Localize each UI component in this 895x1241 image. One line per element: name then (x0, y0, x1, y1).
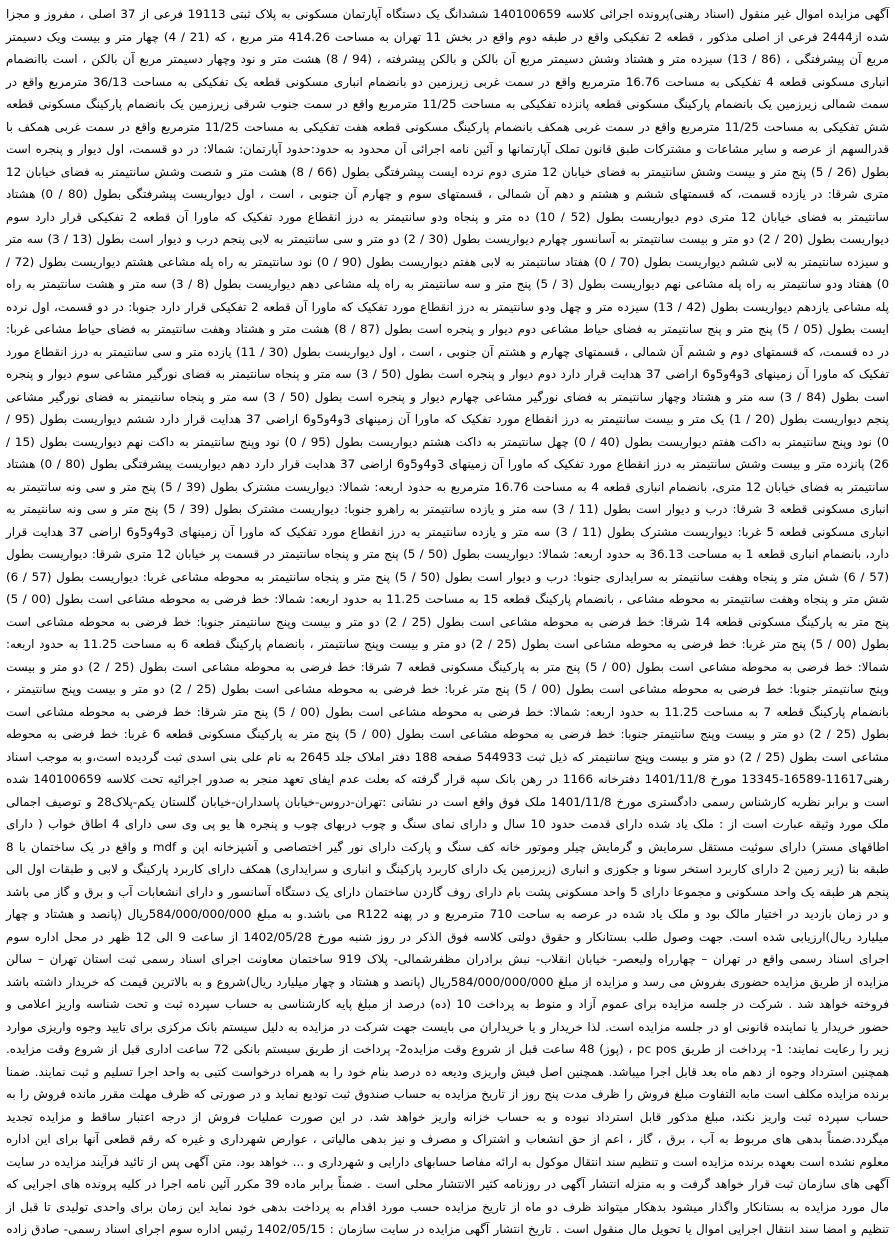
auction-notice-page (6, 3, 889, 1241)
auction-notice-text: آگهی مزایده اموال غیر منقول (اسناد رهنی)پرونده اجرائی کلاسه 140100659 ششدانگ یک دستگاه آپارتمان مسکونی به پلاک ثبتی 19113 فرعی از 37 اصلی ، مفروز و مجزا شده از2444 فرعی از اصلی مذکور ، قطعه 2 تفکیکی واقع در طبقه دوم واقع در بخش 11 تهران به مساحت 414.26 متر مربع ، که (21 / 4) چهار متر و بیست ویک دسیمتر مربع آن پیشرفتگی ، (86 / 13) سیزده متر و هشتاد وشش دسیمتر مربع آن بالکن و بالکن پیشرفته ، (94 / 8) هشت متر و نود وچهار دسیمتر مربع آن بالکن ، است باانضمام انباری مسکونی قطعه 4 تفکیکی به مساحت 16.76 مترمربع واقع در سمت غربی زیرزمین دو بانضمام انباری مسکونی قطعه یک تفکیکی به مساحت 36/13 مترمربع واقع در سمت شمالی زیرزمین یک بانضمام پارکینگ مسکونی قطعه پانزده تفکیکی به مساحت 11/25 مترمربع واقع در سمت جنوب شرقی زیرزمین یک بانضمام پارکینگ مسکونی قطعه شش تفکیکی به مساحت 11/25 مترمربع واقع در سمت غربی همکف بانضمام پارکینگ مسکونی قطعه هفت تفکیکی به مساحت 11/25 مترمربع واقع در سمت غربی همکف با قدرالسهم از عرصه و سایر مشاعات و مشترکات طبق قانون تملک آپارتمانها و آئین نامه اجرائی آن محدود به حدود:حدود آپارتمان: شمالا: در دو قسمت، اول دیوار و پنجره است بطول (26 / 5) پنج متر و بیست وشش سانتیمتر به فضای خیابان 12 متری دوم نرده ایست پیشرفتگی بطول (66 / 8) هشت متر و شصت وشش سانتیمتر به فضای خیابان 12 متری شرقا: در یازده قسمت، که قسمتهای ششم و هشتم و دهم آن شمالی ، قسمتهای سوم و چهارم آن جنوبی ، است ، اول دیواریست پیشرفتگی بطول (80 / 0) هشتاد سانتیمتر به فضای خیابان 12 متری دوم دیواریست بطول (52 / 10) ده متر و پنجاه ودو سانتیمتر به درز انقطاع مورد تفکیک که ماورا آن قطعه 2 تفکیکی قرار دارد سوم دیواریست بطول (20 / 2) دو متر و بیست سانتیمتر به آسانسور چهارم دیواریست بطول (30 / 2) دو متر و سی سانتیمتر به لابی پنجم درب و دیوار است بطول (13 / 3) سه متر و سیزده سانتیمتر به لابی ششم دیواریست بطول (70 / 0) هفتاد سانتیمتر به لابی هفتم دیواریست بطول (90 / 0) نود سانتیمتر به راه پله مشاعی هشتم دیواریست بطول (72 / 0) هفتاد ودو سانتیمتر به راه پله مشاعی نهم دیواریست بطول (3 / 5) پنج متر و سه سانتیمتر به راه پله مشاعی دهم دیواریست بطول (8 / 3) سه متر و هشت سانتیمتر به راه پله مشاعی یازدهم دیواریست بطول (42 / 13) سیزده متر و چهل ودو سانتیمتر به درز انقطاع مورد تفکیک که ماورا آن قطعه 2 تفکیکی قرار دارد جنوبا: در دو قسمت، اول نرده ایست بطول (05 / 5) پنج متر و پنج سانتیمتر به فضای حیاط مشاعی دوم دیوار و پنجره است بطول (87 / 8) هشت متر و هشتاد وهفت سانتیمتر به فضای حیاط مشاعی غربا: در ده قسمت، که قسمتهای دوم و ششم آن شمالی ، قسمتهای چهارم و هشتم آن جنوبی ، است ، اول دیواریست بطول (30 / 11) یازده متر و سی سانتیمتر به درز انقطاع مورد تفکیک که ماورا آن زمینهای 3و4و5و6 اراضی 37 هدایت قرار دارد دوم دیوار و پنجره است بطول (50 / 3) سه متر و پنجاه سانتیمتر به فضای نورگیر مشاعی سوم دیوار و پنجره است بطول (84 / 3) سه متر و هشتاد وچهار سانتیمتر به فضای نورگیر مشاعی چهارم دیوار و پنجره است بطول (50 / 3) سه متر و پنجاه سانتیمتر به فضای نورگیر مشاعی پنجم دیواریست بطول (20 / 1) یک متر و بیست سانتیمتر به درز انقطاع مورد تفکیک که ماورا آن زمینهای 3و4و5و6 اراضی 37 هدایت قرار دارد ششم دیواریست بطول (95 / 0) نود وپنج سانتیمتر به داکت هفتم دیواریست بطول (40 / 0) چهل سانتیمتر به داکت هشتم دیواریست بطول (95 / 0) نود وپنج سانتیمتر به داکت نهم دیواریست بطول (15 / 26) پانزده متر و بیست وشش سانتیمتر به درز انقطاع مورد تفکیک که ماورا آن زمینهای 3و4و5و6 اراضی 37 هدایت قرار دارد دهم دیواریست پیشرفتگی بطول (80 / 0) هشتاد سانتیمتر به فضای خیابان 12 متری، بانضمام انباری قطعه 4 به مساحت 16.76 مترمربع به حدود اربعه: شمالا: دیواریست مشترک بطول (39 / 5) پنج متر و سی ونه سانتیمتر به انباری مسکونی قطعه 3 شرقا: درب و دیوار است بطول (11 / 3) سه متر و یازده سانتیمتر به راهرو جنوبا: دیواریست مشترک بطول (39 / 5) پنج متر و سی ونه سانتیمتر به انباری مسکونی قطعه 5 غربا: دیواریست مشترک بطول (11 / 3) سه متر و یازده سانتیمتر به درز انقطاع مورد تفکیک که ماورا آن زمینهای 3و4و5و6 اراضی 37 هدایت قرار دارد، بانضمام انباری قطعه 1 به مساحت 36.13 به حدود اربعه: شمالا: دیواریست بطول (50 / 5) پنج متر و پنجاه سانتیمتر در قسمت پر خیابان 12 متری شرقا: دیواریست بطول (57 / 6) شش متر و پنجاه وهفت سانتیمتر به سرایداری جنوبا: درب و دیوار است بطول (50 / 5) پنج متر و پنجاه سانتیمتر به محوطه مشاعی غربا: دیواریست بطول (57 / 6) شش متر و پنجاه وهفت سانتیمتر به محوطه مشاعی ، بانضمام پارکینگ قطعه 15 به مساحت 11.25 به حدود اربعه: شمالا: خط فرضی به محوطه مشاعی است بطول (00 / 5) پنج متر به پارکینگ مسکونی قطعه 14 شرقا: خط فرضی به محوطه مشاعی است بطول (25 / 2) دو متر و بیست وپنج سانتیمتر جنوبا: خط فرضی به محوطه مشاعی است بطول (00 / 5) پنج متر غربا: خط فرضی به محوطه مشاعی است بطول (25 / 2) دو متر و بیست وپنج سانتیمتر ، بانضمام پارکینگ قطعه 6 به مساحت 11.25 به حدود اربعه: شمالا: خط فرضی به محوطه مشاعی است بطول (00 / 5) پنج متر به پارکینگ مسکونی قطعه 7 شرقا: خط فرضی به محوطه مشاعی است بطول (25 / 2) دو متر و بیست وپنج سانتیمتر جنوبا: خط فرضی به محوطه مشاعی است بطول (00 / 5) پنج متر غربا: خط فرضی به محوطه مشاعی است بطول (25 / 2) دو متر و بیست وپنج سانتیمتر ، بانضمام پارکینگ قطعه 7 به مساحت 11.25 به حدود اربعه: شمالا: خط فرضی به محوطه مشاعی است بطول (00 / 5) پنج متر شرقا: خط فرضی به محوطه مشاعی است بطول (25 / 2) دو متر و بیست وپنج سانتیمتر جنوبا: خط فرضی به محوطه مشاعی است بطول (00 / 5) پنج متر به پارکینگ مسکونی قطعه 6 غربا: خط فرضی به محوطه مشاعی است بطول (25 / 2) دو متر و بیست وپنج سانتیمتر که ذیل ثبت 544933 صفحه 188 دفتر املاک جلد 2645 به نام علی بنی اسدی ثبت گردیده است،و به موجب اسناد رهنی11617-16589-13345 مورخ 1401/11/8 دفترخانه 1166 در رهن بانک سپه قرار گرفته که بعلت عدم ایفای تعهد منجر به صدور اجرائیه تحت کلاسه 140100659 شده است و برابر نظریه کارشناس رسمی دادگستری مورخ 1401/11/8 ملک فوق واقع است در نشانی :تهران-دروس-خیابان پاسداران-خیابان گلستان یکم-پلاک28 و توصیف اجمالی ملک مورد وثیقه عبارت است از : ملک یاد شده دارای قدمت حدود 10 سال و دارای نمای سنگ و چوب دربهای چوب و پنجره ها یو پی وی سی دارای 4 اطاق خواب ( دارای اطاقهای مستر) دارای سوئیت مستقل سرمایش و گرمایش چیلر وموتور خانه کف سنگ و پارکت دارای نور گیر اختصاصی و آشپزخانه اپن و mdf و واقع در یک ساختمان با 8 طبقه بنا (زیر زمین 2 دارای کاربرد استخر سونا و جکوزی و انباری (زیرزمین یک دارای کاربرد پارکینگ و انباری و سرایداری) همکف دارای کاربرد پارکینگ و لابی و طبقات اول الی پنجم هر طبقه یک واحد مسکونی و مجموعا دارای 5 واحد مسکونی پشت بام دارای روف گاردن ساختمان دارای یک دستگاه آسانسور و دارای انشعابات آب و برق و گاز می باشد و در زمان بازدید در اختیار مالک بود و ملک یاد شده در عرصه به ساحت 710 مترمربع و در پهنه R122 می باشد.و به مبلغ 584/000/000/000ریال (پانصد و هشتاد و چهار میلیارد ریال)ارزیابی شده است. جهت وصول طلب بستانکار و حقوق دولتی کلاسه فوق الذکر در روز شنبه مورخ 1402/05/28 از ساعت 9 الی 12 ظهر در محل اداره سوم اجرای اسناد رسمی واقع در تهران – چهارراه ولیعصر- خیابان انقلاب- نبش برادران مظفرشمالی- پلاک 919 ساختمان معاونت اجرای اسناد رسمی ثبت استان تهران – سالن مزایده از طریق مزایده حضوری بفروش می رسد و مزایده از مبلغ 584/000/000/000ریال (پانصد و هشتاد و چهار میلیارد ریال)شروع و به بالاترین قیمت که خریدار داشته باشد فروخته خواهد شد . شرکت در جلسه مزایده برای عموم آزاد و منوط به پرداخت 10 (ده) درصد از مبلغ پایه کارشناسی به حساب سپرده ثبت و تحت شناسه واریز اعلامی و حضور خریدار یا نماینده قانونی او در جلسه مزایده است. لذا خریدار و یا خریداران می بایست جهت شرکت در مزایده به دلیل سیستم بانک مرکزی برای تایید وجوه واریزی موارد زیر را رعایت نمایند: 1- پرداخت از طریق pc pos ، (پوز) 48 ساعت قبل از شروع وقت مزایده2- پرداخت از طریق سیستم بانکی 72 ساعت اداری قبل از شروع وقت مزایده. همچنین استرداد وجوه از دهم ماه بعد قابل اجرا میباشد. همچنین اصل فیش واریزی ودیعه ده درصد بنام خود را به همراه درخواست کتبی به واحد اجرا تسلیم و ثبت نمایند. ضمنا برنده مزایده مکلف است مابه التفاوت مبلغ فروش را ظرف مدت پنج روز از تاریخ مزایده به حساب صندوق ثبت تودیع نماید و در صورتی که ظرف مهلت مقرر مانده فروش را به حساب سپرده ثبت واریز نکند، مبلغ مذکور قابل استرداد نبوده و به حساب خزانه واریز خواهد شد. در این صورت عملیات فروش از درجه اعتبار ساقط و مزایده تجدید میگردد.ضمناً بدهی های مربوط به آب ، برق ، گاز ، اعم از حق انشعاب و اشتراک و مصرف و نیز بدهی مالیاتی ، عوارض شهرداری و غیره که رقم قطعی آنها برای این اداره معلوم نشده است بعهده برنده مزایده است و تنظیم سند انتقال موکول به ارائه مفاصا حسابهای دارایی و شهرداری و ... خواهد بود. متن آگهی پس از تائید فرآیند مزایده در سایت آگهی های سازمان ثبت قرار خواهد گرفت و به منزله انتشار آگهی در روزنامه کثیر الانتشار محلی است . ضمناً برابر ماده 39 مکرر آئین نامه اجرا در کلیه پرونده های اجرایی که مال مورد مزایده به بستانکار واگذار میشود بدهکار میتواند ظرف دو ماه از تاریخ مزایده حسب مورد اقدام به پرداخت بدهی خود نماید این زمان برای واحدی تولیدی تا قبل از تنظیم و امضا سند انتقال اجرایی اموال یا تحویل مال منقول است . تاریخ انتشار آگهی مزایده در سایت سازمان : 1402/05/15 رئیس اداره سوم اجرای اسناد رسمی- صادق زاده (6, 7, 890, 1236)
